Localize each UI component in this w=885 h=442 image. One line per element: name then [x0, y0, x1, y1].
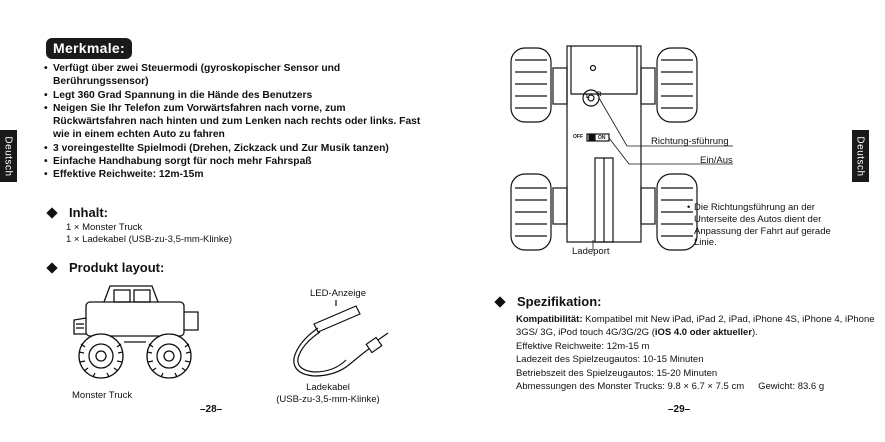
steering-label: Richtung-sführung: [651, 136, 729, 147]
specs-compat-end: ).: [752, 327, 758, 339]
feature-item: • Neigen Sie Ihr Telefon zum Vorwärtsfahren nach vorne, zum Rückwärtsfahren nach hinten und zum Lenken nach rechts oder links. Fast wie in einem echten Auto zu fahren: [44, 102, 424, 142]
contents-heading-text: Inhalt:: [69, 205, 108, 220]
led-label: LED-Anzeige: [310, 288, 366, 299]
language-tab-right-label: Deutsch: [855, 135, 866, 177]
feature-item: • Verfügt über zwei Steuermodi (gyroskopischer Sensor und Berührungssensor): [44, 62, 424, 89]
dial-l-label: L: [586, 94, 590, 100]
charge-port-label: Ladeport: [572, 246, 610, 257]
switch-off-label: OFF: [573, 134, 583, 140]
layout-heading: [46, 260, 164, 275]
specs-heading-text: Spezifikation:: [517, 294, 602, 309]
specs-weight: Gewicht: 83.6 g: [758, 381, 825, 393]
truck-label: Monster Truck: [72, 390, 133, 401]
layout-heading-text: Produkt layout:: [69, 260, 165, 275]
specs-range: Effektive Reichweite: 12m-15 m: [516, 340, 650, 352]
steering-note: Die Richtungsführung an der Unterseite des Autos dient der Anpassung der Fahrt auf gerade Linie.: [694, 202, 831, 249]
note-bullet-icon: •: [687, 202, 691, 213]
page-number-right: –29–: [668, 404, 691, 415]
cable-label-line-1: Ladekabel: [306, 382, 350, 393]
specs-run-time: Betriebszeit des Spielzeugautos: 15-20 Minuten: [516, 367, 718, 379]
switch-on-label: ON: [598, 135, 606, 141]
feature-item: • Legt 360 Grad Spannung in die Hände des Benutzers: [44, 89, 424, 102]
cable-label: [273, 382, 383, 406]
charging-cable-illustration: [284, 298, 394, 380]
specs-compatibility: [516, 313, 876, 340]
page-number-left: –28–: [200, 404, 223, 415]
specs-compat-label: Kompatibilität:: [516, 314, 583, 325]
language-tab-right: [852, 130, 869, 182]
features-list: [44, 62, 424, 182]
features-heading: Merkmale:: [46, 38, 132, 59]
specs-block: [516, 313, 876, 393]
dial-r-label: R: [597, 92, 602, 98]
language-tab-left-label: Deutsch: [3, 135, 14, 177]
monster-truck-illustration: [66, 282, 206, 384]
diamond-bullet-icon: [46, 207, 57, 218]
language-tab-left: [0, 130, 17, 182]
feature-item: • Einfache Handhabung sorgt für noch mehr Fahrspaß: [44, 155, 424, 168]
specs-compat-ios: iOS 4.0 oder aktueller: [654, 327, 753, 339]
feature-item: • Effektive Reichweite: 12m-15m: [44, 168, 424, 181]
contents-heading: [46, 205, 108, 220]
specs-compat-text: Kompatibel mit New iPad, iPad 2, iPad, iPhone 4S, iPhone 4, iPhone 3GS/ 3G, iPod touch 4G/3G/2G (: [516, 314, 875, 339]
feature-item: • 3 voreingestellte Spielmodi (Drehen, Zickzack und Zur Musik tanzen): [44, 142, 424, 155]
diamond-bullet-icon: [494, 296, 505, 307]
contents-item: 1 × Ladekabel (USB-zu-3,5-mm-Klinke): [66, 233, 233, 245]
specs-dimensions-row: [516, 380, 876, 393]
contents-item: 1 × Monster Truck: [66, 222, 143, 233]
specs-heading: [494, 294, 602, 309]
onoff-label: Ein/Aus: [700, 155, 733, 166]
specs-charge-time: Ladezeit des Spielzeugautos: 10-15 Minuten: [516, 354, 704, 366]
specs-dimensions: Abmessungen des Monster Trucks: 9.8 × 6.7 × 7.5 cm: [516, 381, 745, 393]
diamond-bullet-icon: [46, 262, 57, 273]
cable-label-line-2: (USB-zu-3,5-mm-Klinke): [276, 393, 380, 405]
contents-list: [66, 222, 232, 246]
